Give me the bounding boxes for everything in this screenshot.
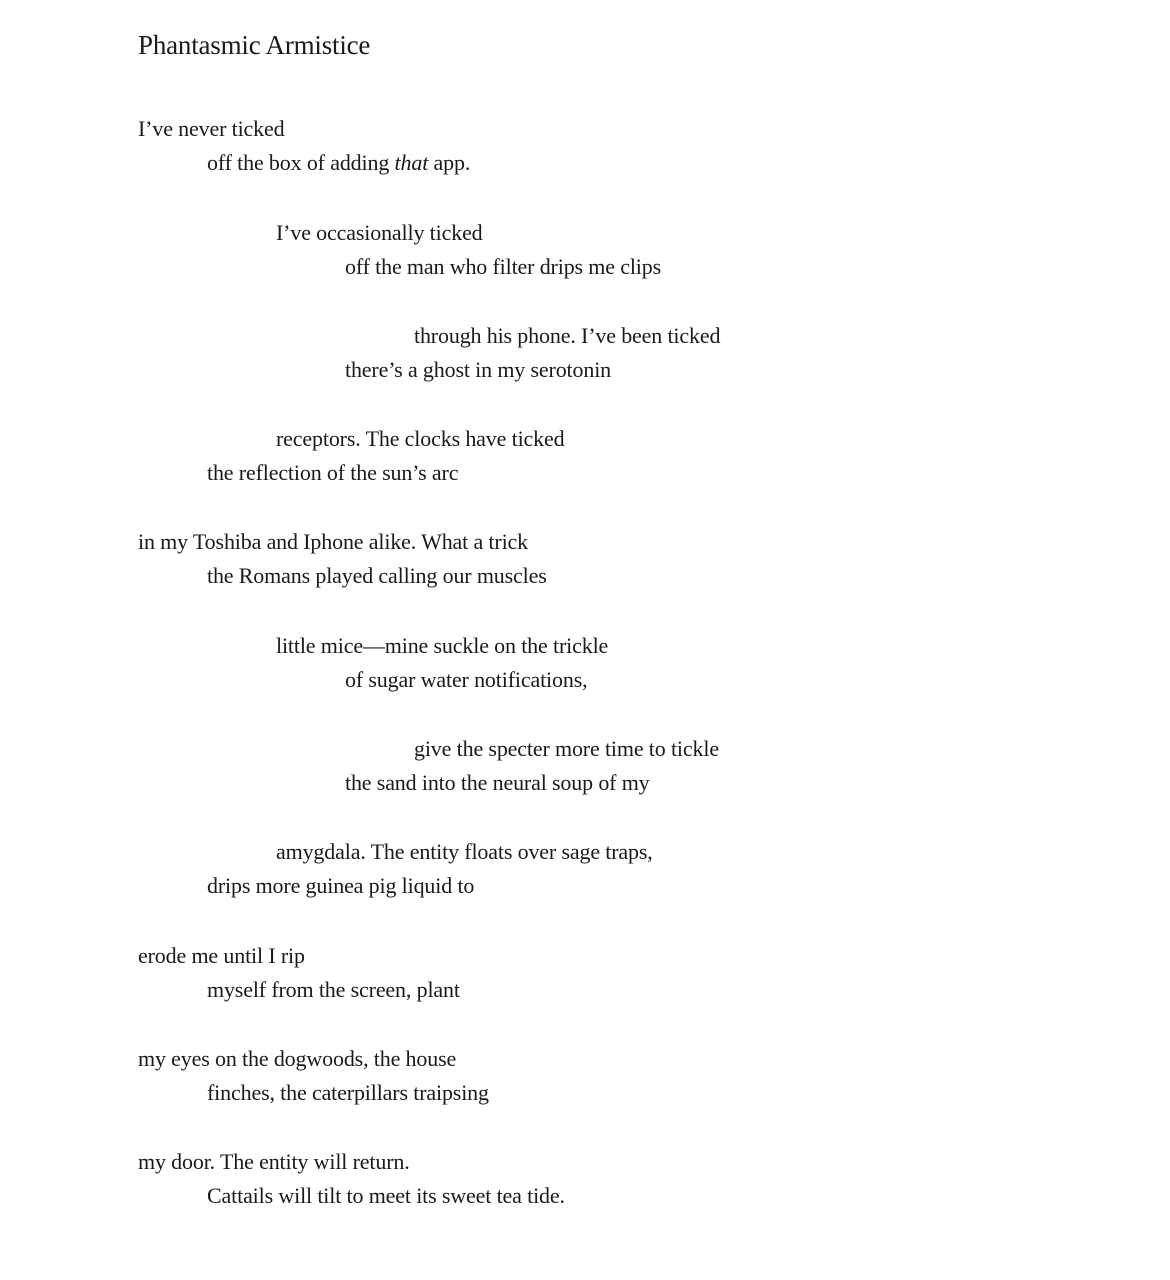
poem-line: the Romans played calling our muscles — [207, 563, 547, 588]
emphasized-word: that — [394, 150, 429, 175]
poem-line: I’ve occasionally ticked — [276, 220, 483, 245]
poem-line: drips more guinea pig liquid to — [207, 873, 475, 898]
poem-line: there’s a ghost in my serotonin — [345, 357, 612, 382]
poem-line: finches, the caterpillars traipsing — [207, 1080, 489, 1105]
poem-line: I’ve never ticked — [138, 116, 285, 141]
poem-line: off the man who filter drips me clips — [345, 254, 662, 279]
poem-line: little mice—mine suckle on the trickle — [276, 633, 609, 658]
poem-title: Phantasmic Armistice — [138, 30, 371, 60]
poem-line: receptors. The clocks have ticked — [276, 426, 565, 451]
poem-line: my door. The entity will return. — [138, 1149, 410, 1174]
poem-line: erode me until I rip — [138, 943, 305, 968]
line-text: off the box of adding — [207, 150, 395, 175]
poem-line: Cattails will tilt to meet its sweet tea tide. — [207, 1183, 565, 1208]
poem-line: of sugar water notifications, — [345, 667, 588, 692]
line-text: app. — [428, 150, 471, 175]
poem-line — [207, 148, 470, 178]
poem-line: the sand into the neural soup of my — [345, 770, 650, 795]
poem-line: the reflection of the sun’s arc — [207, 460, 459, 485]
poem-line: through his phone. I’ve been ticked — [414, 323, 721, 348]
poem-line: myself from the screen, plant — [207, 977, 460, 1002]
poem-line: my eyes on the dogwoods, the house — [138, 1046, 457, 1071]
poem-line: give the specter more time to tickle — [414, 736, 719, 761]
poem-line: in my Toshiba and Iphone alike. What a trick — [138, 529, 529, 554]
poem-line: amygdala. The entity floats over sage traps, — [276, 839, 653, 864]
